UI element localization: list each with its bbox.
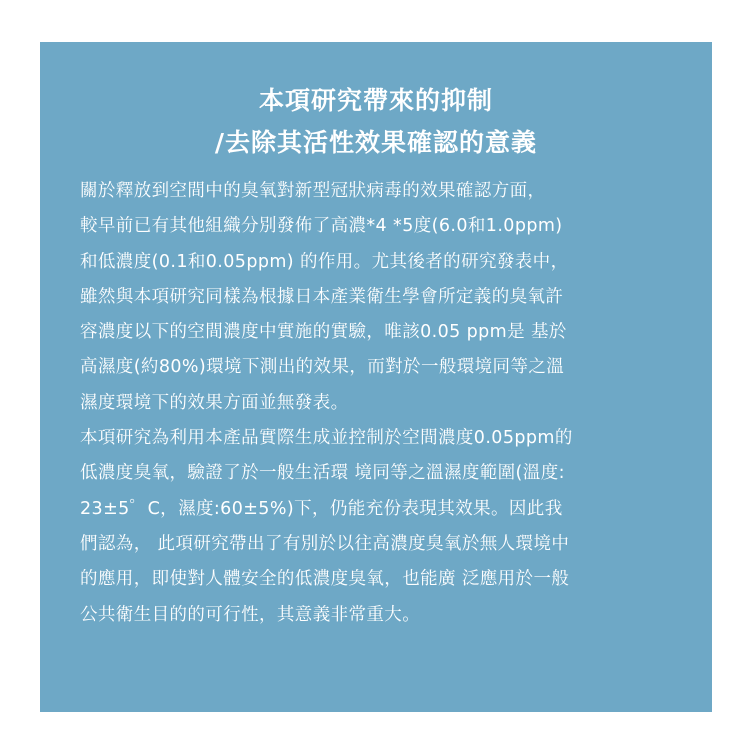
info-panel (40, 42, 712, 712)
body-line: 較早前已有其他組織分別發佈了高濃*4 *5度(6.0和1.0ppm) (80, 216, 563, 237)
body-line: 關於釋放到空間中的臭氧對新型冠狀病毒的效果確認方面， (80, 181, 546, 201)
body-line: 和低濃度(0.1和0.05ppm) 的作用。尤其後者的研究發表中， (80, 251, 569, 272)
body-line: 們認為， 此項研究帶出了有別於以往高濃度臭氧於無人環境中 (80, 533, 570, 554)
body-line: 本項研究為利用本產品實際生成並控制於空間濃度0.05ppm的 (80, 428, 573, 449)
body-paragraph (80, 174, 680, 633)
title-line-1: 本項研究帶來的抑制 (258, 86, 493, 115)
title-line-2: /去除其活性效果確認的意義 (214, 128, 538, 157)
body-line: 的應用，即使對人體安全的低濃度臭氧，也能廣 泛應用於一般 (80, 569, 570, 590)
body-line: 低濃度臭氧，驗證了於一般生活環 境同等之溫濕度範圍(溫度: (80, 463, 565, 484)
body-line: 高濕度(約80%)環境下測出的效果，而對於一般環境同等之溫 (80, 357, 565, 378)
body-line: 雖然與本項研究同樣為根據日本產業衛生學會所定義的臭氧許 (80, 286, 564, 307)
panel-title (40, 42, 712, 164)
body-line: 濕度環境下的效果方面並無發表。 (80, 392, 349, 413)
body-line: 公共衛生目的的可行性，其意義非常重大。 (80, 604, 421, 625)
body-line: 容濃度以下的空間濃度中實施的實驗，唯該0.05 ppm是 基於 (80, 322, 567, 343)
body-line: 23±5゜C，濕度:60±5%)下，仍能充份表現其效果。因此我 (80, 498, 563, 519)
